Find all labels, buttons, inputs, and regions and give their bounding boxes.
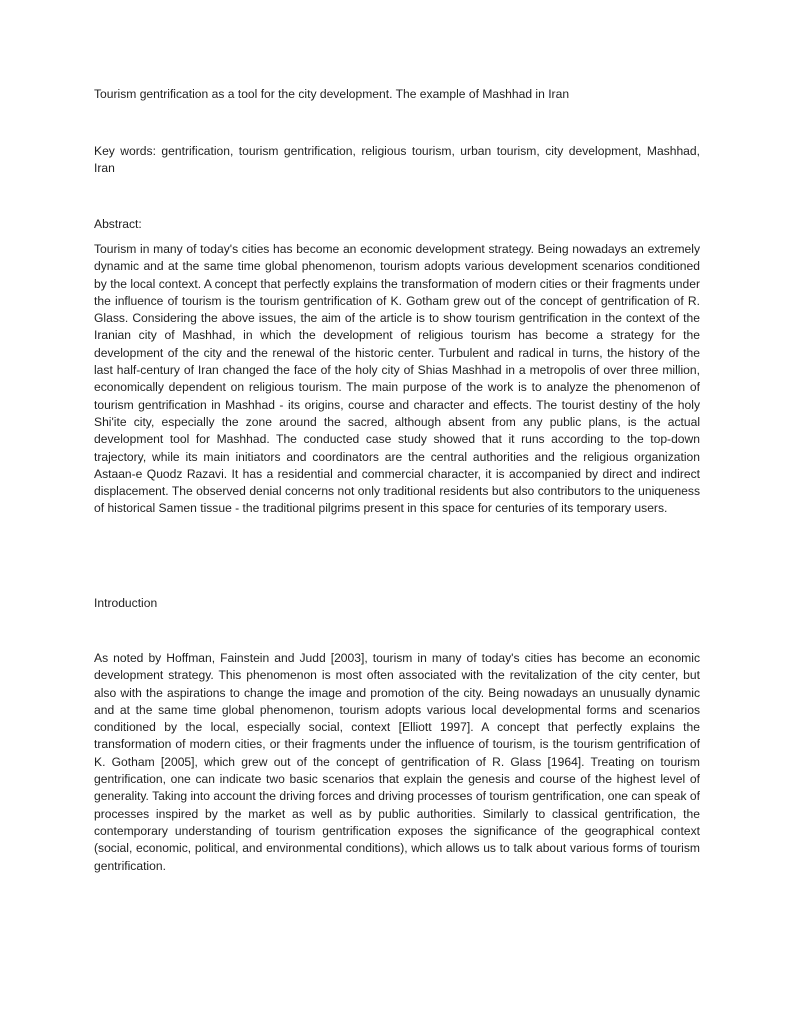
keywords-line: Key words: gentrification, tourism gentrification, religious tourism, urban tourism, city development, Mashhad, Iran [94,144,700,176]
introduction-paragraph: As noted by Hoffman, Fainstein and Judd [2003], tourism in many of today's cities has become an economic development strategy. This phenomenon is most often associated with the revitalization of the city center, but also with the aspirations to change the image and promotion of the city. Being nowadays an unusually dynamic and at the same time global phenomenon, tourism adopts various local developmental forms and scenarios conditioned by the local, especially social, context [Elliott 1997]. A concept that perfectly explains the transformation of modern cities, or their fragments under the influence of tourism, is the tourism gentrification of K. Gotham [2005], which grew out of the concept of gentrification of R. Glass [1964]. Treating on tourism gentrification, one can indicate two basic scenarios that explain the genesis and course of the highest level of generality. Taking into account the driving forces and driving processes of tourism gentrification, one can speak of processes inspired by the market as well as by public authorities. Similarly to classical gentrification, the contemporary understanding of tourism gentrification exposes the significance of the geographical context (social, economic, political, and environmental conditions), which allows us to talk about various forms of tourism gentrification. [94,651,700,873]
abstract-paragraph: Tourism in many of today's cities has become an economic development strategy. Being nowadays an extremely dynamic and at the same time global phenomenon, tourism adopts various development scenarios conditioned by the local context. A concept that perfectly explains the transformation of modern cities or their fragments under the influence of tourism is the tourism gentrification of K. Gotham grew out of the concept of gentrification of R. Glass. Considering the above issues, the aim of the article is to show tourism gentrification in the context of the Iranian city of Mashhad, in which the development of religious tourism has become a strategy for the development of the city and the renewal of the historic center. Turbulent and radical in turns, the history of the last half-century of Iran changed the face of the holy city of Shias Mashhad in a metropolis of over three million, economically dependent on religious tourism. The main purpose of the work is to analyze the phenomenon of tourism gentrification in Mashhad - its origins, course and character and effects. The tourist destiny of the holy Shi'ite city, especially the zone around the sacred, although absent from any public plans, is the actual development tool for Mashhad. The conducted case study showed that it runs according to the top-down trajectory, while its main initiators and coordinators are the central authorities and the religious organization Astaan-e Quodz Razavi. It has a residential and commercial character, it is accompanied by direct and indirect displacement. The observed denial concerns not only traditional residents but also contributors to the uniqueness of historical Samen tissue - the traditional pilgrims present in this space for centuries of its temporary users. [94,242,700,516]
document-title: Tourism gentrification as a tool for the city development. The example of Mashhad in Iran [94,87,570,101]
abstract-heading: Abstract: [94,217,142,231]
introduction-heading: Introduction [94,596,158,610]
